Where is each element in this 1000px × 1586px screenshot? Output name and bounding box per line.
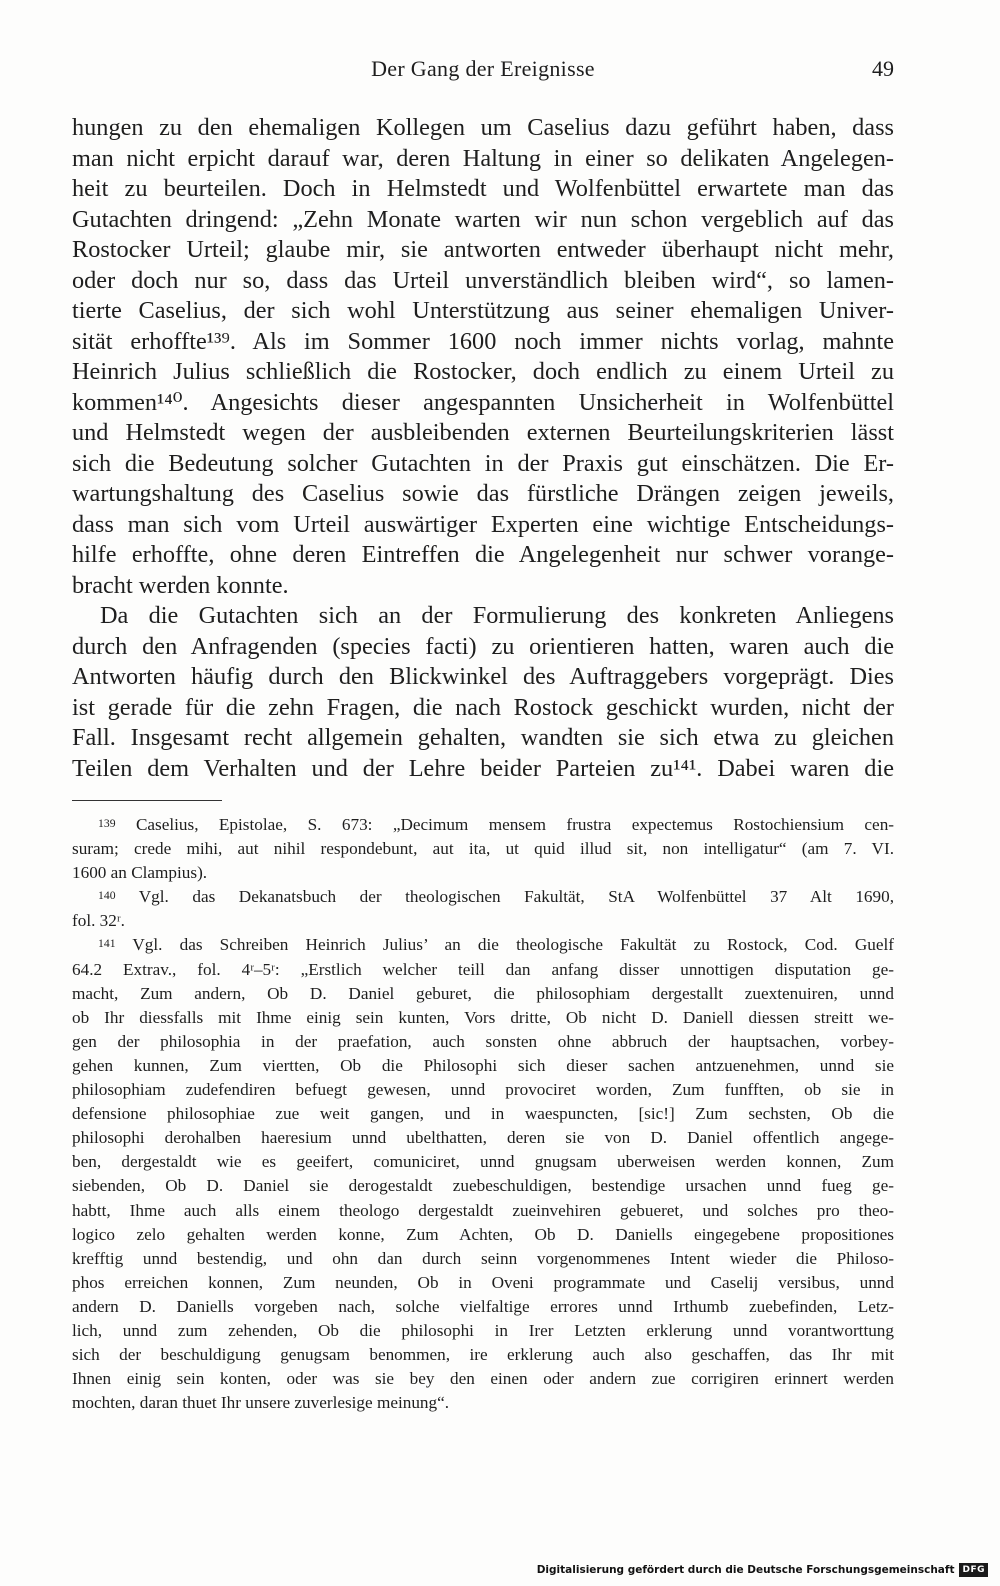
body-line: heit zu beurteilen. Doch in Helmstedt und Wolfenbüttel erwartete man das: [72, 175, 894, 202]
footnote-141-line: logico zelo gehalten werden konne, Zum Achten, Ob D. Daniells eingegebene propositiones: [72, 1224, 894, 1244]
body-line: hilfe erhoffte, ohne deren Eintreffen die Angelegenheit nur schwer vorange-: [72, 541, 894, 568]
footnote-141-line: macht, Zum andern, Ob D. Daniel geburet, die philosophiam dergestallt zuextenuiren, unnd: [72, 983, 894, 1003]
body-line: durch den Anfragenden (species facti) zu orientieren hatten, waren auch die: [72, 632, 894, 660]
body-line: man nicht erpicht darauf war, deren Haltung in einer so delikaten Angelegen-: [72, 144, 894, 172]
footnote-141-line: gehen kunnen, Zum viertten, Ob die Philosophi sich dieser sachen antzuenehmen, unnd sie: [72, 1055, 894, 1075]
body-line: bracht werden konnte.: [72, 571, 289, 599]
footnote-number: 141: [98, 937, 116, 951]
footnote-141-line: [72, 933, 894, 957]
body-line: ist gerade für die zehn Fragen, die nach Rostock geschickt wurden, nicht der: [72, 693, 894, 721]
body-text: [72, 113, 894, 784]
footnote-141-line: krefftig unnd bestendig, und ohn dan durch seinn vorgenommenes Intent wieder die Philoso-: [72, 1248, 894, 1268]
footnote-141-line: siebenden, Ob D. Daniel sie derogestaldt zuebeschuldigen, bestendige ursachen unnd fueg ge-: [72, 1176, 894, 1196]
body-line: Teilen dem Verhalten und der Lehre beider Parteien zu¹⁴¹. Dabei waren die: [72, 754, 894, 782]
credit-text: Digitalisierung gefördert durch die Deutsche Forschungsgemeinschaft: [536, 1564, 955, 1576]
body-line: Antworten häufig durch den Blickwinkel des Auftraggebers vorgeprägt. Dies: [72, 663, 894, 690]
body-line: Gutachten dringend: „Zehn Monate warten wir nun schon vergeblich auf das: [72, 205, 894, 233]
body-line: Rostocker Urteil; glaube mir, sie antworten entweder überhaupt nicht mehr,: [72, 236, 894, 263]
footnote-141-line: habtt, Ihme auch alls einem theologo dergestaldt zueinvehiren gebueret, und solches pro theo-: [72, 1200, 894, 1220]
footnotes: [72, 813, 894, 1415]
footnote-141-line: ben, dergestaldt wie es geeifert, comuniciret, unnd gnugsam uberweisen werden konnen, Zum: [72, 1152, 894, 1172]
body-line: kommen¹⁴⁰. Angesichts dieser angespannten Unsicherheit in Wolfenbüttel: [72, 388, 894, 416]
footnote-text: Caselius, Epistolae, S. 673: „Decimum mensem frustra expectemus Rostochiensium cen-: [135, 815, 895, 834]
footnote-139-line: [72, 813, 894, 837]
footnote-141-line: ob Ihr diessfalls mit Ihme einig sein kunten, Vors dritte, Ob nicht D. Daniell diessen streitt we-: [72, 1007, 894, 1027]
footnote-number: 139: [98, 816, 116, 830]
running-title: Der Gang der Ereignisse: [371, 56, 595, 81]
body-line: oder doch nur so, dass das Urteil unverständlich bleiben wird“, so lamen-: [72, 266, 894, 294]
body-line: hungen zu den ehemaligen Kollegen um Caselius dazu geführt haben, dass: [72, 114, 894, 141]
footnote-141-line: 64.2 Extrav., fol. 4ʳ–5ʳ: „Erstlich welcher teill dan anfang disser unnottigen disputation ge-: [72, 959, 894, 979]
body-line: sität erhoffte¹³⁹. Als im Sommer 1600 noch immer nichts vorlag, mahnte: [72, 327, 894, 355]
footnote-141-line: phos erreichen konnen, Zum neunden, Ob in Oveni programmate und Caselij versibus, unnd: [72, 1272, 894, 1292]
footnote-141-line: andern D. Daniells vorgeben nach, solche vielfaltige errores unnd Irthumb zuebefinden, Letz-: [72, 1296, 894, 1316]
footnote-140-line: [72, 885, 894, 909]
dfg-logo-icon: DFG: [959, 1563, 988, 1577]
footnote-141-line: defensione philosophiae zue weit gangen, und in waespuncten, [sic!] Zum sechsten, Ob die: [72, 1104, 894, 1124]
body-line: dass man sich vom Urteil auswärtiger Experten eine wichtige Entscheidungs-: [72, 510, 894, 538]
body-line: sich die Bedeutung solcher Gutachten in der Praxis gut einschätzen. Die Er-: [72, 449, 894, 477]
footnote-number: 140: [98, 889, 116, 903]
footnote-separator: [72, 800, 222, 801]
body-line-paragraph-start: Da die Gutachten sich an der Formulierung des konkreten Anliegens: [100, 602, 894, 629]
footnote-141-line: mochten, daran thuet Ihr unsere zuverlesige meinung“.: [72, 1393, 450, 1413]
digitization-credit: [537, 1560, 988, 1580]
body-line: Heinrich Julius schließlich die Rostocker, doch endlich zu einem Urteil zu: [72, 358, 894, 385]
body-line: und Helmstedt wegen der ausbleibenden externen Beurteilungskriterien lässt: [72, 419, 894, 446]
footnote-139-line: suram; crede mihi, aut nihil respondebunt, aut ita, ut quid illud sit, non intelligatur“ (am 7. VI.: [72, 839, 894, 859]
body-line: tierte Caselius, der sich wohl Unterstützung aus seiner ehemaligen Univer-: [72, 297, 894, 324]
footnote-text: Vgl. das Dekanatsbuch der theologischen Fakultät, StA Wolfenbüttel 37 Alt 1690,: [138, 887, 894, 907]
footnote-text: Vgl. das Schreiben Heinrich Julius’ an die theologische Fakultät zu Rostock, Cod. Guelf: [132, 935, 894, 955]
footnote-140-line: fol. 32ʳ.: [72, 911, 125, 931]
body-line: Fall. Insgesamt recht allgemein gehalten, wandten sie sich etwa zu gleichen: [72, 724, 894, 751]
running-head: [72, 56, 894, 90]
footnote-141-line: Ihnen einig sein konten, oder was sie bey den einen oder andern zue corrigiren erinnert werden: [72, 1369, 894, 1389]
footnote-141-line: sich der beschuldigung genugsam benommen, ire erklerung auch also geschaffen, das Ihr mit: [72, 1345, 894, 1365]
footnote-141-line: philosophiam zudefendiren befuegt gewesen, unnd provociret worden, Zum funfften, ob sie in: [72, 1080, 894, 1100]
footnote-139-line: 1600 an Clampius).: [72, 863, 208, 883]
footnote-141-line: gen der philosophia in der praefation, auch sonsten ohne abbruch der hauptsachen, vorbey-: [72, 1031, 894, 1051]
footnote-141-line: lich, unnd zum zehenden, Ob die philosophi in Irer Letzten erklerung unnd vorantworttung: [72, 1320, 894, 1340]
page-number: 49: [872, 56, 894, 81]
body-line: wartungshaltung des Caselius sowie das fürstliche Drängen zeigen jeweils,: [72, 480, 894, 507]
footnote-141-line: philosophi derohalben haeresium unnd ubelthatten, deren sie von D. Daniel offentlich angege-: [72, 1128, 894, 1148]
